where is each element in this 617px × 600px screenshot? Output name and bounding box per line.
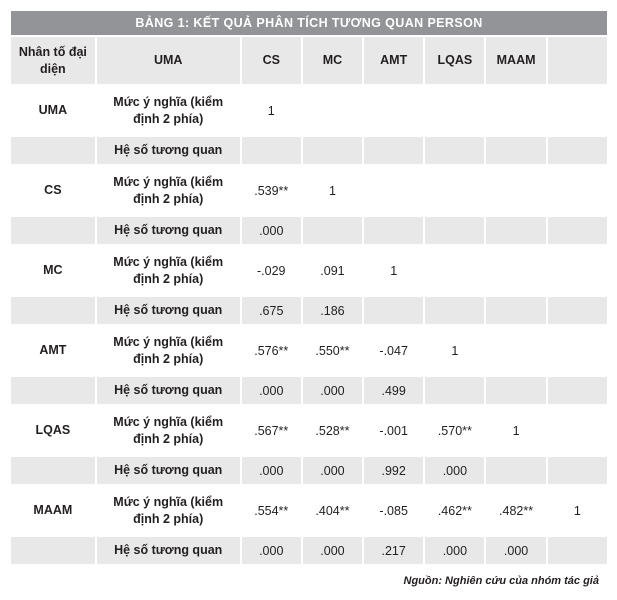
- sig-value: .482**: [486, 486, 545, 535]
- sig-value: [303, 86, 362, 135]
- coef-value: .000: [303, 457, 362, 484]
- sig-value: [425, 86, 484, 135]
- sig-value: [548, 166, 607, 215]
- sig-row-label: Mức ý nghĩa (kiểm định 2 phía): [97, 86, 240, 135]
- factor-blank-cell: [11, 297, 95, 324]
- factor-label-amt: AMT: [11, 326, 95, 375]
- column-header-mc: MC: [303, 37, 362, 84]
- coef-value: [425, 297, 484, 324]
- coef-value: [486, 457, 545, 484]
- sig-value: [425, 246, 484, 295]
- sig-value: [486, 326, 545, 375]
- coef-value: [548, 137, 607, 164]
- factor-row-lqas: [11, 406, 607, 455]
- sig-value: .528**: [303, 406, 362, 455]
- sig-row-label: Mức ý nghĩa (kiểm định 2 phía): [97, 486, 240, 535]
- column-header-cs: CS: [242, 37, 301, 84]
- coef-value: [425, 217, 484, 244]
- coef-value: .186: [303, 297, 362, 324]
- sig-value: [486, 246, 545, 295]
- factor-blank-cell: [11, 457, 95, 484]
- sig-value: .404**: [303, 486, 362, 535]
- factor-row-uma: [11, 86, 607, 135]
- coef-row-mc: [11, 297, 607, 324]
- factor-label-mc: MC: [11, 246, 95, 295]
- coef-value: [425, 377, 484, 404]
- coef-value: [303, 217, 362, 244]
- coef-value: .000: [425, 537, 484, 564]
- sig-value: -.047: [364, 326, 423, 375]
- coef-value: .992: [364, 457, 423, 484]
- column-header-blank: [548, 37, 607, 84]
- sig-value: 1: [486, 406, 545, 455]
- factor-label-lqas: LQAS: [11, 406, 95, 455]
- coef-value: [548, 377, 607, 404]
- coef-value: [486, 217, 545, 244]
- sig-value: .462**: [425, 486, 484, 535]
- sig-value: 1: [425, 326, 484, 375]
- sig-row-label: Mức ý nghĩa (kiểm định 2 phía): [97, 246, 240, 295]
- column-header-amt: AMT: [364, 37, 423, 84]
- coef-value: [486, 297, 545, 324]
- factor-label-cs: CS: [11, 166, 95, 215]
- sig-value: [548, 246, 607, 295]
- coef-row-cs: [11, 217, 607, 244]
- sig-value: .576**: [242, 326, 301, 375]
- source-note: Nguồn: Nghiên cứu của nhóm tác giả: [403, 575, 599, 587]
- sig-value: 1: [242, 86, 301, 135]
- coef-value: [425, 137, 484, 164]
- factor-row-amt: [11, 326, 607, 375]
- sig-value: .550**: [303, 326, 362, 375]
- table-title: BẢNG 1: KẾT QUẢ PHÂN TÍCH TƯƠNG QUAN PERSON: [11, 11, 607, 35]
- column-header-nh-n-t-i-di-n: Nhân tố đại diện: [11, 37, 95, 84]
- factor-blank-cell: [11, 377, 95, 404]
- coef-value: [548, 457, 607, 484]
- sig-value: [425, 166, 484, 215]
- coef-value: .499: [364, 377, 423, 404]
- title-row: [11, 11, 607, 35]
- sig-value: -.085: [364, 486, 423, 535]
- coef-value: [303, 137, 362, 164]
- coef-value: .000: [242, 377, 301, 404]
- sig-value: 1: [364, 246, 423, 295]
- coef-value: .000: [303, 537, 362, 564]
- coef-row-label: Hệ số tương quan: [97, 457, 240, 484]
- sig-value: .539**: [242, 166, 301, 215]
- sig-row-label: Mức ý nghĩa (kiểm định 2 phía): [97, 406, 240, 455]
- sig-value: [548, 86, 607, 135]
- coef-value: [364, 217, 423, 244]
- coef-value: .675: [242, 297, 301, 324]
- sig-value: [486, 86, 545, 135]
- sig-value: -.029: [242, 246, 301, 295]
- factor-blank-cell: [11, 137, 95, 164]
- sig-value: [364, 166, 423, 215]
- column-header-lqas: LQAS: [425, 37, 484, 84]
- coef-value: .000: [242, 537, 301, 564]
- coef-value: [548, 297, 607, 324]
- coef-value: .000: [242, 217, 301, 244]
- coef-row-maam: [11, 537, 607, 564]
- correlation-table: [9, 9, 609, 566]
- coef-row-label: Hệ số tương quan: [97, 217, 240, 244]
- coef-row-amt: [11, 377, 607, 404]
- column-header-uma: UMA: [97, 37, 240, 84]
- coef-value: .000: [303, 377, 362, 404]
- coef-value: .000: [425, 457, 484, 484]
- sig-row-label: Mức ý nghĩa (kiểm định 2 phía): [97, 166, 240, 215]
- coef-row-label: Hệ số tương quan: [97, 297, 240, 324]
- coef-value: [242, 137, 301, 164]
- coef-row-label: Hệ số tương quan: [97, 377, 240, 404]
- sig-value: .091: [303, 246, 362, 295]
- coef-row-label: Hệ số tương quan: [97, 137, 240, 164]
- factor-row-cs: [11, 166, 607, 215]
- factor-blank-cell: [11, 217, 95, 244]
- sig-value: [548, 326, 607, 375]
- coef-row-label: Hệ số tương quan: [97, 537, 240, 564]
- factor-label-maam: MAAM: [11, 486, 95, 535]
- sig-value: .567**: [242, 406, 301, 455]
- factor-label-uma: UMA: [11, 86, 95, 135]
- factor-row-mc: [11, 246, 607, 295]
- coef-row-uma: [11, 137, 607, 164]
- table-body: [11, 86, 607, 564]
- sig-row-label: Mức ý nghĩa (kiểm định 2 phía): [97, 326, 240, 375]
- sig-value: .570**: [425, 406, 484, 455]
- sig-value: -.001: [364, 406, 423, 455]
- coef-value: .000: [486, 537, 545, 564]
- sig-value: [486, 166, 545, 215]
- sig-value: .554**: [242, 486, 301, 535]
- sig-value: [364, 86, 423, 135]
- header-row: [11, 37, 607, 84]
- sig-value: [548, 406, 607, 455]
- factor-row-maam: [11, 486, 607, 535]
- factor-blank-cell: [11, 537, 95, 564]
- sig-value: 1: [303, 166, 362, 215]
- coef-value: [486, 377, 545, 404]
- coef-value: [548, 217, 607, 244]
- coef-row-lqas: [11, 457, 607, 484]
- coef-value: .217: [364, 537, 423, 564]
- sig-value: 1: [548, 486, 607, 535]
- column-header-maam: MAAM: [486, 37, 545, 84]
- coef-value: .000: [242, 457, 301, 484]
- coef-value: [486, 137, 545, 164]
- coef-value: [364, 137, 423, 164]
- coef-value: [548, 537, 607, 564]
- coef-value: [364, 297, 423, 324]
